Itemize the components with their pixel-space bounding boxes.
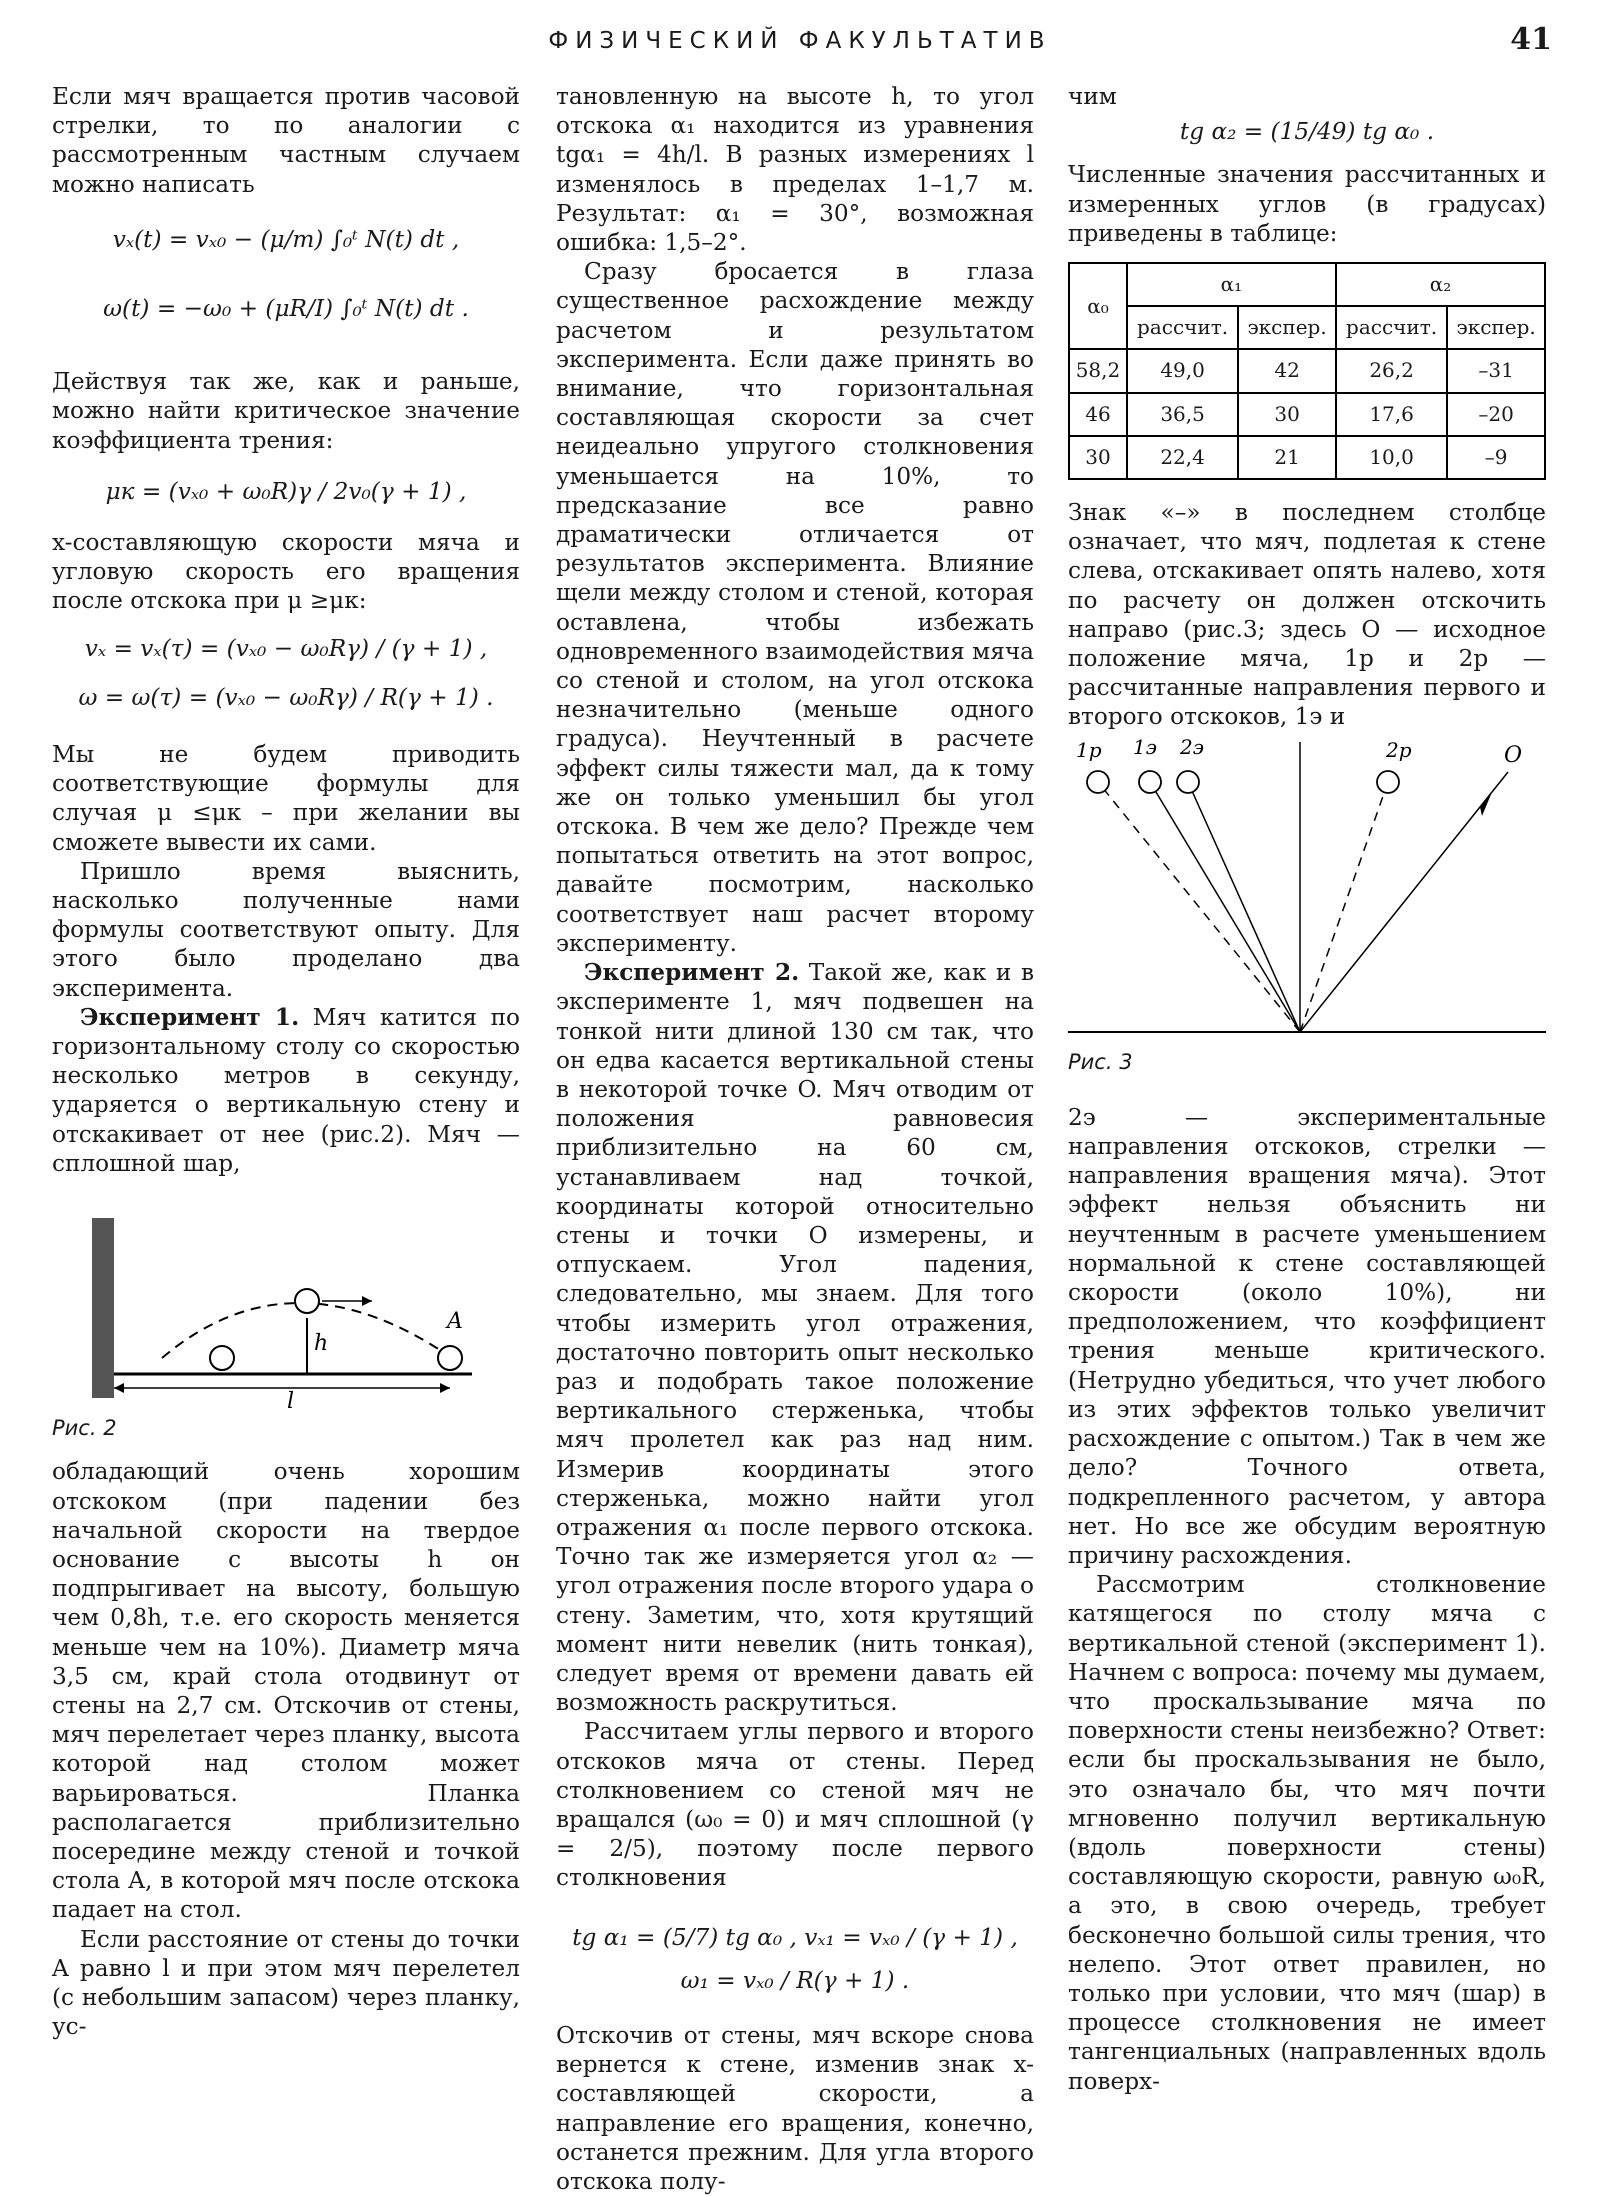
label-1p: 1р	[1076, 737, 1102, 762]
formula-tg-alpha1: tg α₁ = (5/7) tg α₀ , vₓ₁ = vₓ₀ / (γ + 1) ,	[572, 1923, 1018, 1951]
table-subheader: экспер.	[1447, 306, 1545, 349]
paragraph: Знак «–» в последнем столбце означает, что мяч, подлетая к стене слева, отскакивает опять налево, хотя по расчету он должен отскочить направо (рис.3; здесь O — исходное положение мяча, 1р и 2р — рассчитанные направления первого и второго отскоков, 1э и	[1068, 499, 1546, 731]
page-number: 41	[1510, 22, 1552, 57]
ball-3	[438, 1346, 462, 1370]
angles-table	[1068, 262, 1546, 480]
paragraph: Пришло время выяснить, насколько полученные нами формулы соответствуют опыту. Для этого было проделано два эксперимента.	[52, 857, 520, 1002]
distance-arrow-right	[440, 1383, 450, 1393]
formula-omega: ω(t) = −ω₀ + (μR/I) ∫₀ᵗ N(t) dt .	[103, 295, 469, 323]
paragraph: чим	[1068, 83, 1117, 110]
paragraph-experiment-1	[52, 1003, 520, 1178]
table-cell: –31	[1447, 349, 1545, 392]
paragraph: тановленную на высоте h, то угол отскока α₁ находится из уравнения tgα₁ = 4h/l. В разных измерениях l изменялось в пределах 1–1,7 м. Результат: α₁ = 30°, возможная ошибка: 1,5–2°.	[556, 83, 1034, 257]
table-subheader: экспер.	[1238, 306, 1336, 349]
formula-mu-critical: μк = (vₓ₀ + ω₀R)γ / 2v₀(γ + 1) ,	[105, 477, 467, 505]
figure-3-caption: Рис. 3	[1068, 1049, 1133, 1074]
direction-2p	[1300, 782, 1388, 1032]
table-row	[1069, 393, 1545, 436]
formula-omega-tau: ω = ω(τ) = (vₓ₀ − ω₀Rγ) / R(γ + 1) .	[78, 683, 494, 711]
paragraph: Рассмотрим столкновение катящегося по столу мяча с вертикальной стеной (эксперимент 1). Начнем с вопроса: почему мы думаем, что проскальзывание мяча по поверхности стены неизбежно? Ответ: если бы проскальзывания не было, это означало бы, что мяч почти мгновенно получил вертикальную (вдоль поверхности стены) составляющую скорости, равную ω₀R, а это, в свою очередь, требует бесконечно большой силы трения, что нелепо. Этот ответ правилен, но только при условии, что мяч (шар) в процессе столкновения не имеет тангенциальных (направленных вдоль поверх-	[1068, 1571, 1546, 2095]
table-cell: 30	[1069, 436, 1127, 479]
column-3	[1068, 82, 1546, 2096]
formula-tg-alpha2: tg α₂ = (15/49) tg α₀ .	[1179, 118, 1435, 146]
table-subheader: рассчит.	[1127, 306, 1238, 349]
table-cell: 22,4	[1127, 436, 1238, 479]
direction-O	[1300, 772, 1508, 1032]
figure-2-caption: Рис. 2	[52, 1416, 117, 1441]
table-cell: 17,6	[1336, 393, 1447, 436]
paragraph: x-составляющую скорости мяча и угловую скорость его вращения после отскока при μ ≥μк:	[52, 529, 520, 615]
table-row	[1069, 436, 1545, 479]
table-header-alpha2: α₂	[1336, 263, 1545, 306]
experiment-2-text: Такой же, как и в эксперименте 1, мяч подвешен на тонкой нити длиной 130 см так, что он едва касается вертикальной стены в некоторой точке O. Мяч отводим от положения равновесия приблизительно на 60 см, устанавливаем над точкой, координаты которой относительно стены и точки O измерены, и отпускаем. Угол падения, следовательно, мы знаем. Для того чтобы измерить угол отражения, достаточно повторить опыт несколько раз и подобрать такое положение вертикального стерженька, чтобы мяч пролетел как раз над ним. Измерив координаты этого стерженька, можно найти угол отражения α₁ после первого отскока. Точно так же измеряется угол α₂ — угол отражения после второго удара о стену. Заметим, что, хотя крутящий момент нити невелик (нить тонкая), следует время от времени давать ей возможность раскрутиться.	[556, 959, 1034, 1717]
experiment-1-text: Мяч катится по горизонтальному столу со скоростью несколько метров в секунду, ударяется о вертикальную стену и отскакивает от нее (рис.2). Мяч — сплошной шар,	[52, 1003, 520, 1177]
paragraph: обладающий очень хорошим отскоком (при падении без начальной скорости на твердое основание с высоты h он подпрыгивает на высоту, большую чем 0,8h, т.е. его скорость меняется меньше чем на 10%). Диаметр мяча 3,5 см, край стола отодвинут от стены на 2,7 см. Отскочив от стены, мяч перелетает через планку, высота которой над столом может варьироваться. Планка располагается приблизительно посередине между стеной и точкой стола A, в которой мяч после отскока падает на стол.	[52, 1458, 520, 1924]
column-2	[556, 82, 1034, 2196]
paragraph: Действуя так же, как и раньше, можно найти критическое значение коэффициента трения:	[52, 368, 520, 454]
label-h: h	[314, 1331, 329, 1357]
table-header-alpha1: α₁	[1127, 263, 1336, 306]
table-cell: 49,0	[1127, 349, 1238, 392]
ball-2	[295, 1289, 319, 1313]
direction-1e	[1150, 782, 1300, 1032]
table-cell: –20	[1447, 393, 1545, 436]
table-cell: 30	[1238, 393, 1336, 436]
label-2e: 2э	[1180, 734, 1204, 759]
table-cell: 10,0	[1336, 436, 1447, 479]
paragraph: Мы не будем приводить соответствующие формулы для случая μ ≤μк – при желании вы сможете вывести их сами.	[52, 741, 520, 856]
formula-omega1: ω₁ = vₓ₀ / R(γ + 1) .	[680, 1966, 910, 1994]
wall	[92, 1218, 114, 1398]
table-cell: 21	[1238, 436, 1336, 479]
paragraph: 2э — экспериментальные направления отскоков, стрелки — направления вращения мяча). Этот эффект нельзя объяснить ни неучтенным в расчете уменьшением нормальной к стене составляющей скорости (около 10%), ни предположением, что коэффициент трения меньше критического. (Нетрудно убедиться, что учет любого из этих эффектов только увеличит расхождение с опытом.) Так в чем же дело? Точного ответа, подкрепленного расчетом, у автора нет. Но все же обсудим вероятную причину расхождения.	[1068, 1103, 1546, 1569]
label-O: O	[1504, 742, 1523, 768]
ball-2p	[1377, 771, 1399, 793]
paragraph-experiment-2	[556, 958, 1034, 1717]
table-cell: –9	[1447, 436, 1545, 479]
experiment-2-heading: Эксперимент 2.	[584, 959, 800, 987]
column-1	[52, 82, 520, 2041]
label-1e: 1э	[1133, 734, 1157, 759]
table-cell: 36,5	[1127, 393, 1238, 436]
distance-arrow-left	[114, 1383, 124, 1393]
paragraph: Если расстояние от стены до точки A равно l и при этом мяч перелетел (с небольшим запасом) через планку, ус-	[52, 1925, 520, 2041]
label-A: A	[447, 1309, 463, 1335]
ball-1	[210, 1346, 234, 1370]
velocity-arrowhead	[362, 1296, 372, 1306]
paragraph: Отскочив от стены, мяч вскоре снова вернется к стене, изменив знак x-составляющей скорости, а направление его вращения, конечно, останется прежним. Для угла второго отскока полу-	[556, 2022, 1034, 2196]
figure-2	[52, 1178, 520, 1408]
table-row	[1069, 349, 1545, 392]
experiment-1-heading: Эксперимент 1.	[80, 1003, 300, 1031]
table-cell: 26,2	[1336, 349, 1447, 392]
direction-1p	[1098, 782, 1300, 1032]
figure-3	[1068, 732, 1546, 1042]
direction-2e	[1188, 782, 1300, 1032]
table-cell: 58,2	[1069, 349, 1127, 392]
running-header: ФИЗИЧЕСКИЙ ФАКУЛЬТАТИВ	[548, 28, 1052, 54]
table-header-alpha0: α₀	[1069, 263, 1127, 349]
formula-vx-tau: vₓ = vₓ(τ) = (vₓ₀ − ω₀Rγ) / (γ + 1) ,	[84, 634, 488, 662]
paragraph: Сразу бросается в глаза существенное расхождение между расчетом и результатом эксперимента. Если даже принять во внимание, что горизонтальная составляющая скорости за счет неидеально упругого столкновения уменьшается на 10%, то предсказание все равно драматически отличается от результатов эксперимента. Влияние щели между столом и стеной, которая оставлена, чтобы избежать одновременного взаимодействия мяча со стеной и столом, на угол отскока незначительно (меньше одного градуса). Неучтенный в расчете эффект силы тяжести мал, да к тому же он только уменьшил бы угол отскока. В чем же дело? Прежде чем попытаться ответить на этот вопрос, давайте посмотрим, насколько соответствует наш расчет второму эксперименту.	[556, 258, 1034, 957]
table-cell: 46	[1069, 393, 1127, 436]
paragraph: Рассчитаем углы первого и второго отскоков мяча от стены. Перед столкновением со стеной мяч не вращался (ω₀ = 0) и мяч сплошной (γ = 2/5), поэтому после первого столкновения	[556, 1718, 1034, 1892]
label-2p: 2р	[1386, 737, 1412, 762]
paragraph: Численные значения рассчитанных и измеренных углов (в градусах) приведены в таблице:	[1068, 161, 1546, 247]
ball-1p	[1087, 771, 1109, 793]
formula-vx: vₓ(t) = vₓ₀ − (μ/m) ∫₀ᵗ N(t) dt ,	[112, 225, 460, 253]
paragraph: Если мяч вращается против часовой стрелки, то по аналогии с рассмотренным частным случаем можно написать	[52, 83, 520, 198]
label-l: l	[287, 1389, 295, 1409]
ball-2e	[1177, 771, 1199, 793]
table-cell: 42	[1238, 349, 1336, 392]
table-subheader: рассчит.	[1336, 306, 1447, 349]
ball-1e	[1139, 771, 1161, 793]
